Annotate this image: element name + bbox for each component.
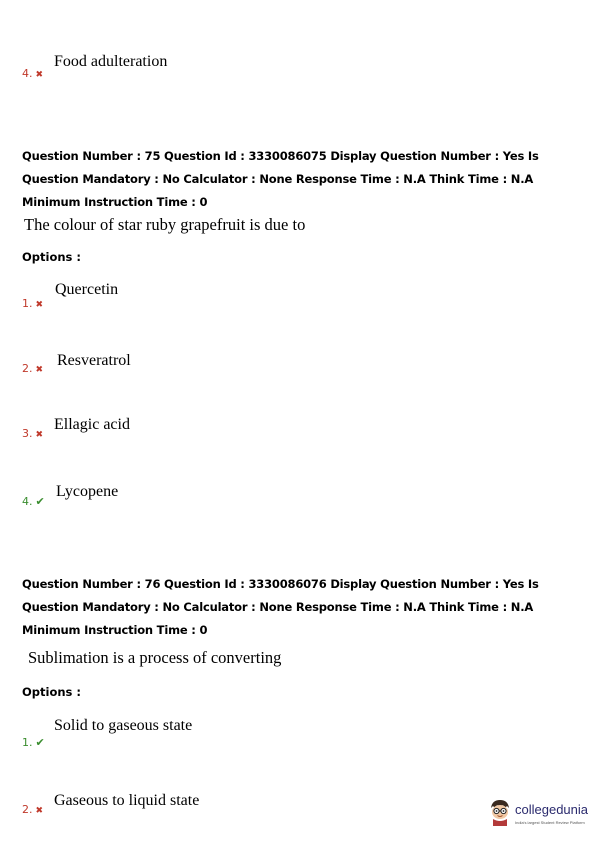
option-number: 2. ✖ (22, 362, 44, 375)
question-text: Sublimation is a process of converting (28, 648, 282, 667)
option-number: 4. ✖ (22, 67, 44, 80)
question-text: The colour of star ruby grapefruit is due to (24, 215, 306, 234)
option-text: Food adulteration (54, 53, 168, 70)
option-text: Solid to gaseous state (54, 717, 193, 734)
option-text: Gaseous to liquid state (54, 792, 200, 809)
logo-name: collegedunia (515, 802, 589, 817)
option-text: Quercetin (55, 281, 119, 298)
question-header: Question Number : 75 Question Id : 3330086075 Display Question Number : Yes Is Question Mandatory : No Calculator : None Response Time : N.A Think Time : N.A Minimum Instruction Time : 0 (22, 149, 539, 209)
wrong-mark-icon: ✖ (35, 300, 44, 310)
option-number: 1. ✖ (22, 297, 44, 310)
options-label: Options : (22, 250, 81, 264)
wrong-mark-icon: ✖ (35, 365, 44, 375)
wrong-mark-icon: ✖ (35, 806, 44, 816)
option-text: Lycopene (56, 483, 119, 500)
mascot-icon (488, 798, 512, 826)
wrong-mark-icon: ✖ (35, 70, 44, 80)
wrong-mark-icon: ✖ (35, 430, 44, 440)
option-number: 1. ✔ (22, 736, 45, 749)
question-header: Question Number : 76 Question Id : 3330086076 Display Question Number : Yes Is Question Mandatory : No Calculator : None Response Time : N.A Think Time : N.A Minimum Instruction Time : 0 (22, 577, 539, 637)
logo-tagline: India's largest Student Review Platform (515, 820, 585, 825)
option-text: Ellagic acid (54, 416, 130, 433)
options-label: Options : (22, 685, 81, 699)
option-text: Resveratrol (57, 352, 131, 369)
check-mark-icon: ✔ (35, 495, 45, 508)
check-mark-icon: ✔ (35, 736, 45, 749)
option-number: 2. ✖ (22, 803, 44, 816)
option-number: 3. ✖ (22, 427, 44, 440)
option-number: 4. ✔ (22, 495, 45, 508)
collegedunia-logo (488, 798, 588, 826)
